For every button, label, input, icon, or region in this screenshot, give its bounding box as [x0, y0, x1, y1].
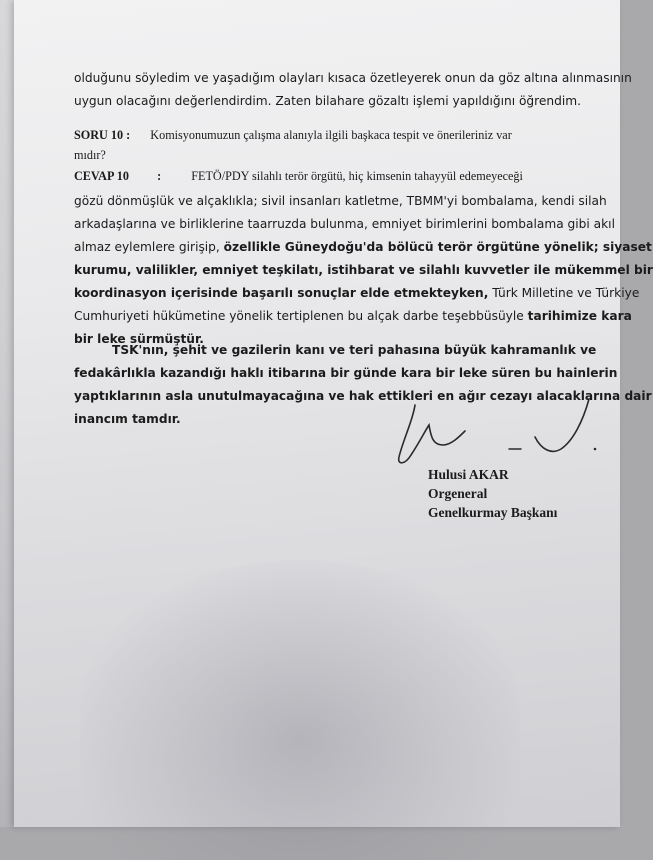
answer-line-6-plain: Türk Milletine ve Türkiye [488, 286, 640, 300]
intro-line-1: olduğunu söyledim ve yaşadığım olayları kısaca özetleyerek onun da göz altına alınmasının [74, 71, 632, 85]
closing-line-3: yaptıklarının asla unutulmayacağına ve hak ettikleri en ağır cezayı alacaklarına dair [74, 389, 652, 403]
answer-line-5: kurumu, valilikler, emniyet teşkilatı, istihbarat ve silahlı kuvvetler ile mükemmel bir [74, 263, 653, 277]
closing-line-1: TSK'nın, şehit ve gazilerin kanı ve teri pahasına büyük kahramanlık ve [112, 343, 597, 357]
signatory-rank: Orgeneral [428, 486, 488, 501]
answer-line-3: arkadaşlarına ve birliklerine taarruzda bulunma, emniyet birimlerini bombalama gibi akıl [74, 217, 615, 231]
hand-shadow [80, 560, 520, 860]
answer-line-8: bir leke sürmüştür. [74, 332, 204, 346]
answer-line-4-plain: almaz eylemlere girişip, [74, 240, 224, 254]
handwritten-signature [385, 385, 605, 475]
answer-text-1: FETÖ/PDY silahlı terör örgütü, hiç kimsenin tahayyül edemeyeceği [191, 169, 523, 183]
answer-colon: : [157, 169, 162, 183]
intro-line-2: uygun olacağını değerlendirdim. Zaten bilahare gözaltı işlemi yapıldığını öğrendim. [74, 94, 581, 108]
signatory-name: Hulusi AKAR [428, 467, 509, 482]
answer-line-4 [74, 239, 652, 255]
answer-line-7-plain: Cumhuriyeti hükümetine yönelik tertiplenen bu alçak darbe teşebbüsüyle [74, 309, 528, 323]
question-label: SORU 10 : [74, 128, 131, 142]
answer-line-2: gözü dönmüşlük ve alçaklıkla; sivil insanları katletme, TBMM'yi bombalama, kendi silah [74, 194, 607, 208]
question-line-1 [74, 127, 588, 143]
question-text-1: Komisyonumuzun çalışma alanıyla ilgili başkaca tespit ve önerileriniz var [150, 128, 512, 142]
answer-line-4-bold: özellikle Güneydoğu'da bölücü terör örgütüne yönelik; siyaset [223, 240, 652, 254]
signatory-title: Genelkurmay Başkanı [428, 505, 558, 520]
closing-line-4: inancım tamdır. [74, 412, 181, 426]
answer-label: CEVAP 10 [74, 169, 129, 183]
answer-line-6-bold: koordinasyon içerisinde başarılı sonuçlar elde etmekteyken, [74, 286, 489, 300]
answer-line-1 [74, 168, 588, 184]
answer-line-6 [74, 285, 640, 301]
answer-line-7 [74, 308, 632, 324]
answer-line-7-bold: tarihimize kara [527, 309, 632, 323]
question-text-2: mıdır? [74, 148, 106, 162]
closing-line-2: fedakârlıkla kazandığı haklı itibarına bir günde kara bir leke süren bu hainlerin [74, 366, 618, 380]
